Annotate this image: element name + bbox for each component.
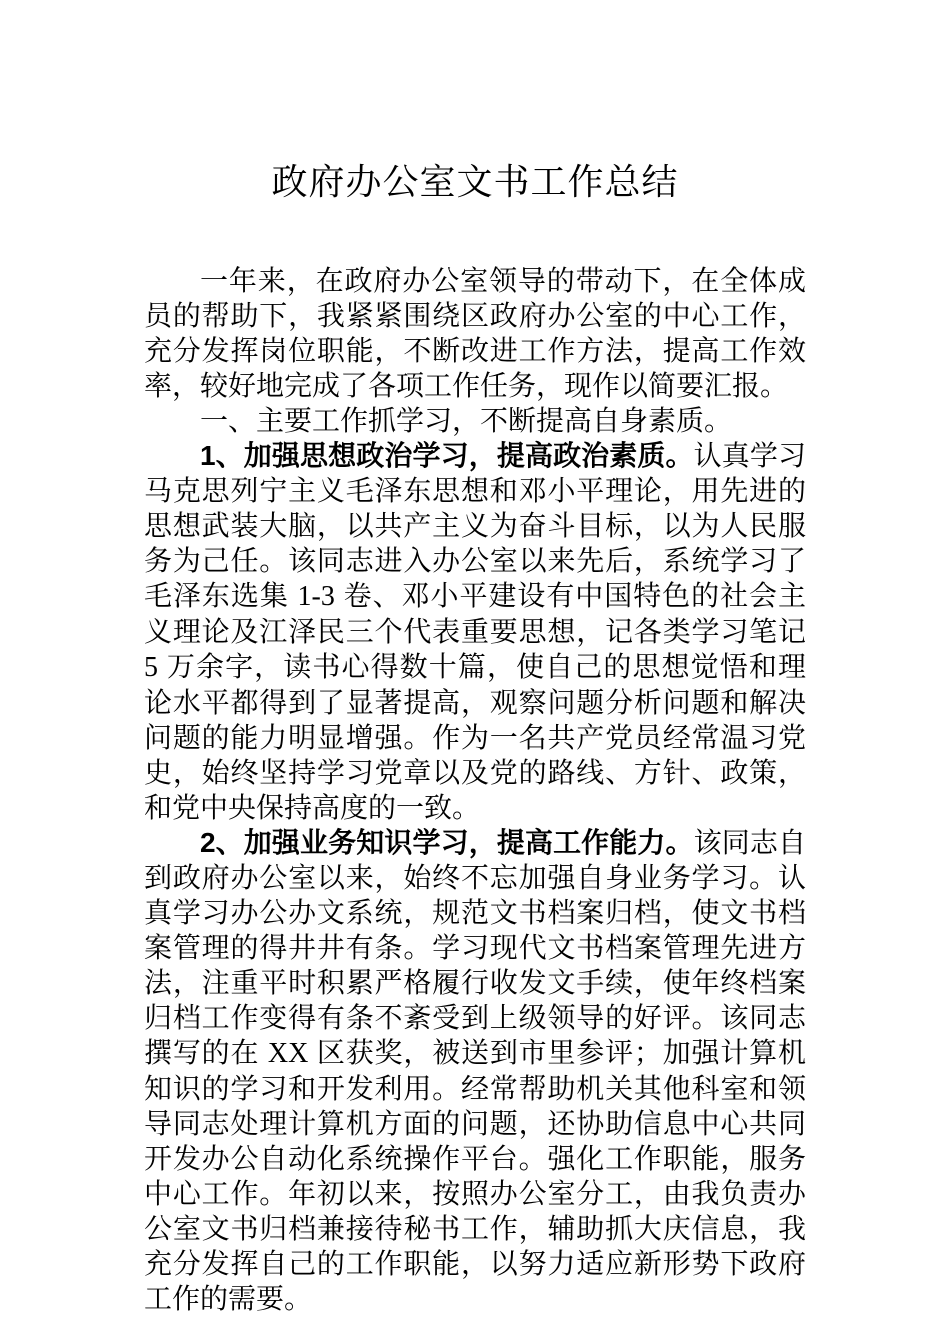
paragraph-heading-run: 1、加强思想政治学习，提高政治素质。: [200, 440, 694, 472]
text-run: 一、主要工作抓学习，不断提高自身素质。: [200, 405, 733, 437]
text-run: XX: [267, 1038, 309, 1070]
text-run: 卷、邓小平建设有中国特色的社会主义理论及江泽民三个代表重要思想，记各类学习笔记: [144, 580, 807, 648]
text-run: 该同志自到政府办公室以来，始终不忘加强自身业务学习。认真学习办公办文系统，规范文书档案归档，使文书档案管理的得井井有条。学习现代文书档案管理先进方法，注重平时积累严格履行收发文手续，使年终档案归档工作变得有条不紊受到上级领导的好评。该同志撰写的在: [144, 827, 806, 1069]
paragraph: [144, 438, 806, 825]
paragraph: [144, 263, 806, 403]
document-body: [144, 263, 806, 1316]
text-run: 区获奖，被送到市里参评；加强计算机知识的学习和开发利用。经常帮助机关其他科室和领导同志处理计算机方面的问题，还协助信息中心共同开发办公自动化系统操作平台。强化工作职能，服务中心工作。年初以来，按照办公室分工，由我负责办公室文书归档兼接待秘书工作，辅助抓大庆信息，我充分发挥自己的工作职能，以努力适应新形势下政府工作的需要。: [144, 1037, 806, 1315]
paragraph: [144, 403, 806, 438]
document-title: 政府办公室文书工作总结: [271, 161, 679, 202]
text-run: 万余字，读书心得数十篇，使自己的思想觉悟和理论水平都得到了显著提高，观察问题分析问题和解决问题的能力明显增强。作为一名共产党员经常温习党史，始终坚持学习党章以及党的路线、方针、政策，和党中央保持高度的一致。: [144, 651, 806, 824]
paragraph: [144, 825, 806, 1316]
paragraph-heading-run: 2、加强业务知识学习，提高工作能力。: [200, 827, 694, 859]
text-run: 认真学习马克思列宁主义毛泽东思想和邓小平理论，用先进的思想武装大脑，以共产主义为奋斗目标，以为人民服务为己任。该同志进入办公室以来先后，系统学习了毛泽东选集: [144, 440, 806, 612]
text-run: 1-3: [297, 581, 335, 613]
text-run: 一年来，在政府办公室领导的带动下，在全体成员的帮助下，我紧紧围绕区政府办公室的中心工作，充分发挥岗位职能，不断改进工作方法，提高工作效率，较好地完成了各项工作任务，现作以简要汇报。: [144, 265, 806, 402]
text-run: 5: [144, 652, 158, 684]
